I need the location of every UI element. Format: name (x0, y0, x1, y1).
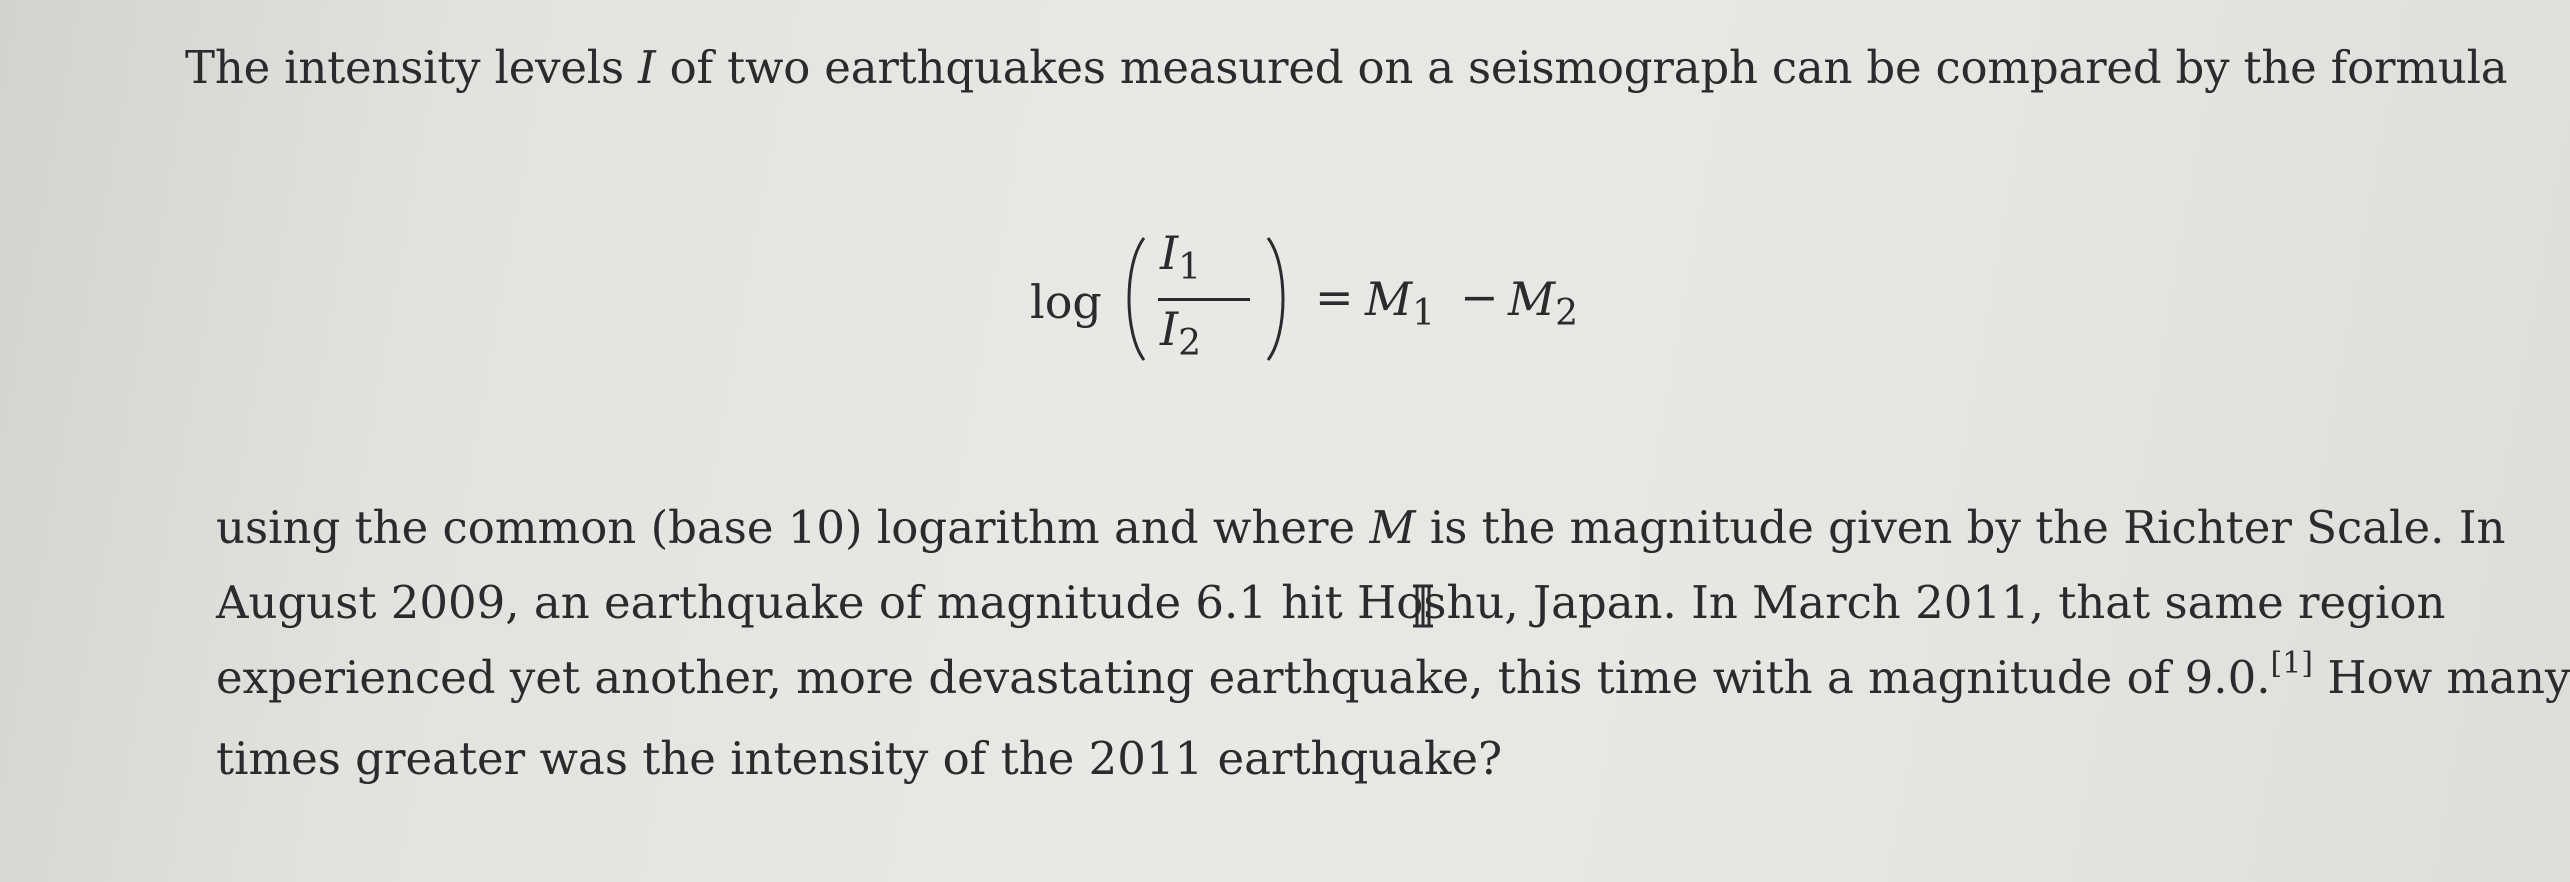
fraction-bar (1158, 298, 1250, 301)
m1-sub: 1 (1412, 293, 1436, 334)
line2-start: August 2009, an earthquake of magnitude 6.1 hit Ho (216, 576, 1424, 629)
line1-start: using the common (base 10) logarithm and where (216, 501, 1370, 554)
denominator-sub: 2 (1178, 323, 1202, 364)
intro-text-end: of two earthquakes measured on a seismograph can be compared by the formula (655, 41, 2508, 94)
line3-start: experienced yet another, more devastating earthquake, this time with a magnitude of 9.0. (216, 651, 2271, 704)
right-paren-icon (1262, 234, 1292, 364)
formula-log: log (1030, 275, 1102, 329)
m2-var: M (1508, 272, 1556, 326)
magnitude-1 (1365, 272, 1436, 334)
question-paragraph (216, 490, 2570, 796)
intensity-variable: I (637, 41, 656, 94)
paragraph-line-1 (216, 490, 2506, 565)
numerator-sub: 1 (1178, 247, 1202, 288)
m1-var: M (1365, 272, 1413, 326)
formula-equals: = (1315, 270, 1354, 324)
footnote-reference[interactable]: [1] (2270, 646, 2314, 681)
magnitude-variable: M (1369, 501, 1416, 554)
magnitude-2 (1508, 272, 1579, 334)
line3-end: How many (2313, 651, 2570, 704)
paragraph-line-4: times greater was the intensity of the 2011 earthquake? (216, 732, 1503, 785)
richter-formula (1030, 220, 1590, 380)
numerator-var: I (1160, 226, 1179, 280)
paragraph-line-3 (216, 640, 2570, 721)
formula-minus: − (1460, 270, 1499, 324)
fraction-denominator (1160, 302, 1202, 364)
intro-sentence (185, 38, 2508, 98)
denominator-var: I (1160, 302, 1179, 356)
fraction-numerator (1160, 226, 1202, 288)
line1-end: is the magnitude given by the Richter Scale. In (1415, 501, 2506, 554)
left-paren-icon (1120, 234, 1150, 364)
intro-text-start: The intensity levels (185, 41, 638, 94)
m2-sub: 2 (1555, 293, 1579, 334)
paragraph-line-2 (216, 565, 2446, 640)
line2-end: shu, Japan. In March 2011, that same region (1423, 576, 2446, 629)
